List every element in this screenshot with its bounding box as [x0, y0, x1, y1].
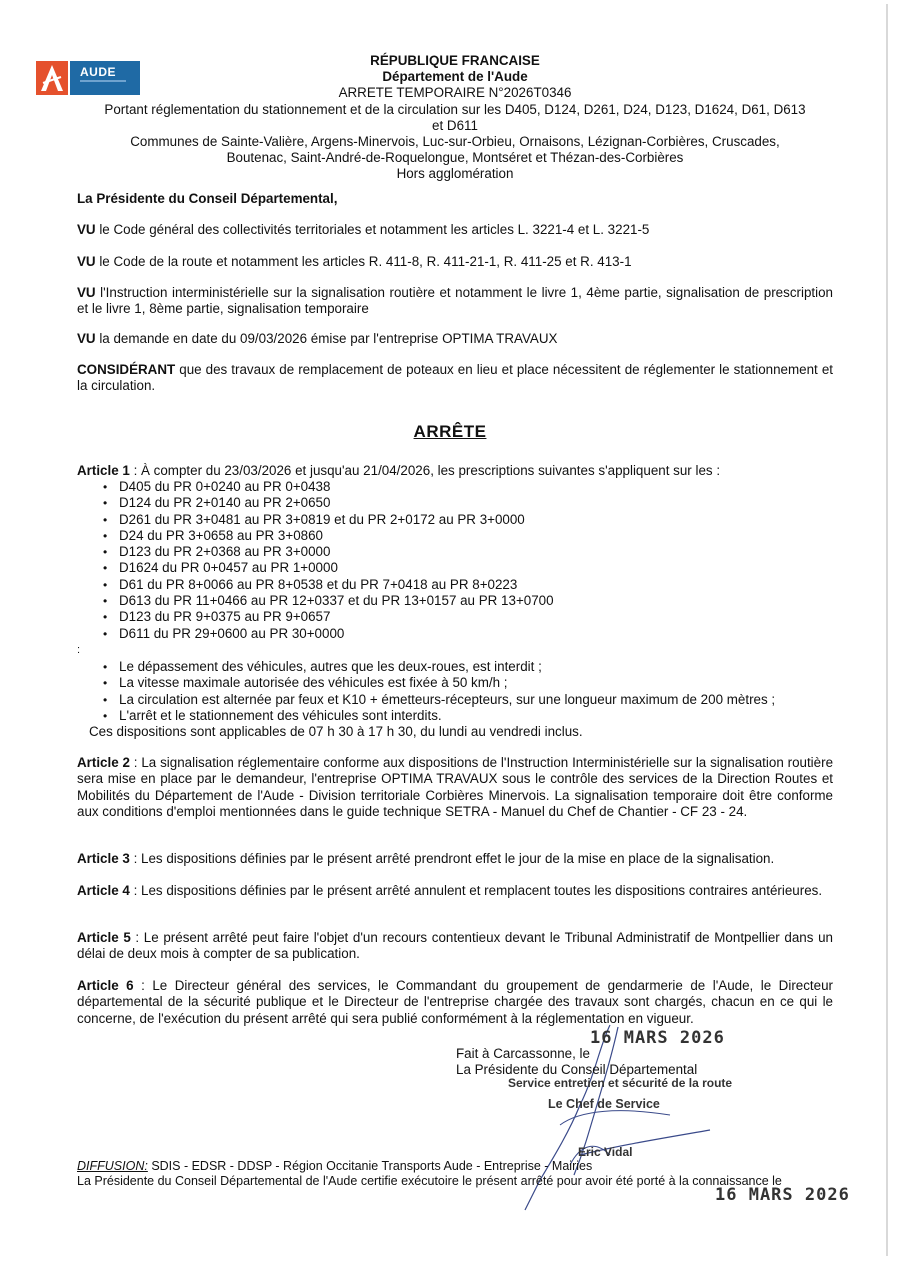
road-section-item: • D123 du PR 2+0368 au PR 3+0000 [103, 544, 554, 560]
list-colon: : [77, 644, 81, 656]
vu-paragraph-4: VU la demande en date du 09/03/2026 émise par l'entreprise OPTIMA TRAVAUX [77, 331, 558, 346]
road-section-item: • D613 du PR 11+0466 au PR 12+0337 et du PR 13+0157 au PR 13+0700 [103, 593, 554, 609]
article-2: Article 2 : La signalisation réglementaire conforme aux dispositions de l'Instruction Interministérielle sur la signalisation routière sera mise en place par le demandeur, l'entreprise OPTIMA TRAVAUX sous le contrôle des services de la Direction Routes et Mobilités du Département de l'Aude - Division territoriale Corbières Minervois. La signalisation temporaire doit être conforme aux conditions d'emploi mentionnées dans le guide technique SETRA - Manuel du Chef de Chantier - CF 23 - 24. [77, 755, 834, 819]
article-6: Article 6 : Le Directeur général des services, le Commandant du groupement de gendarmerie de l'Aude, le Directeur départemental de la sécurité publique et le Directeur de l'entreprise chargée des travaux sont chargés, chacun en ce qui le concerne, de l'exécution du présent arrêté qui sera publié conformément à la réglementation en vigueur. [77, 978, 834, 1026]
vu-paragraph-2: VU le Code de la route et notamment les articles R. 411-8, R. 411-21-1, R. 411-25 et R. 413-1 [77, 254, 632, 269]
prescription-item: • Le dépassement des véhicules, autres que les deux-roues, est interdit ; [103, 659, 775, 675]
road-section-item: • D261 du PR 3+0481 au PR 3+0819 et du PR 2+0172 au PR 3+0000 [103, 512, 554, 528]
certification-line: La Présidente du Conseil Départemental de l'Aude certifie exécutoire le présent arrêté pour avoir été porté à la connaissance le [77, 1174, 782, 1188]
presidente-heading: La Présidente du Conseil Départemental, [77, 191, 338, 206]
road-section-item: • D123 du PR 9+0375 au PR 9+0657 [103, 609, 554, 625]
prescription-item: • L'arrêt et le stationnement des véhicules sont interdits. [103, 708, 775, 724]
page-edge-line [886, 4, 888, 1256]
signatory-presidente: La Présidente du Conseil Départemental [456, 1062, 698, 1077]
article-1-hours: Ces dispositions sont applicables de 07 h 30 à 17 h 30, du lundi au vendredi inclus. [89, 724, 583, 739]
road-section-item: • D1624 du PR 0+0457 au PR 1+0000 [103, 560, 554, 576]
department-title: Département de l'Aude [382, 69, 528, 85]
subject-line-2: et D611 [432, 117, 478, 133]
service-stamp: Service entretien et sécurité de la route [508, 1076, 733, 1090]
arrete-reference: ARRETE TEMPORAIRE N°2026T0346 [338, 85, 572, 101]
road-section-item: • D61 du PR 8+0066 au PR 8+0538 et du PR 7+0418 au PR 8+0223 [103, 577, 554, 593]
republic-title: RÉPUBLIQUE FRANCAISE [370, 53, 540, 68]
subject-line-1: Portant réglementation du stationnement et de la circulation sur les D405, D124, D261, D24, D123, D1624, D61, D613 [104, 101, 806, 117]
date-stamp: 16 MARS 2026 [590, 1028, 725, 1048]
arrete-title: ARRÊTE [413, 422, 487, 441]
vu-paragraph-3: VU l'Instruction interministérielle sur la signalisation routière et notamment le livre 1, 4ème partie, signalisation de prescription et le livre 1, 8ème partie, signalisation temporaire [77, 285, 833, 317]
article-5: Article 5 : Le présent arrêté peut faire l'objet d'un recours contentieux devant le Tribunal Administratif de Montpellier dans un délai de deux mois à compter de sa publication. [77, 930, 833, 962]
logo-text: AUDE [80, 65, 117, 79]
communes-line-2: Boutenac, Saint-André-de-Roquelongue, Montséret et Thézan-des-Corbières [226, 150, 684, 166]
road-section-item: • D405 du PR 0+0240 au PR 0+0438 [103, 479, 554, 495]
prescriptions-list [103, 659, 775, 724]
document-header [60, 53, 850, 183]
prescription-item: • La circulation est alternée par feux et K10 + émetteurs-récepteurs, sur une longueur maximum de 200 mètres ; [103, 692, 775, 708]
article-4: Article 4 : Les dispositions définies par le présent arrêté annulent et remplacent toutes les dispositions contraires antérieures. [77, 883, 823, 898]
diffusion-line: DIFFUSION: SDIS - EDSR - DDSP - Région Occitanie Transports Aude - Entreprise - Mairies [77, 1159, 593, 1173]
road-section-item: • D124 du PR 2+0140 au PR 2+0650 [103, 495, 554, 511]
vu-paragraph-1: VU le Code général des collectivités territoriales et notamment les articles L. 3221-4 et L. 3221-5 [77, 222, 650, 237]
road-sections-list [103, 479, 554, 642]
chef-de-service: Le Chef de Service [548, 1097, 660, 1111]
road-section-item: • D24 du PR 3+0658 au PR 3+0860 [103, 528, 554, 544]
prescription-item: • La vitesse maximale autorisée des véhicules est fixée à 50 km/h ; [103, 675, 775, 691]
road-section-item: • D611 du PR 29+0600 au PR 30+0000 [103, 626, 554, 642]
considerant-paragraph: CONSIDÉRANT que des travaux de remplacement de poteaux en lieu et place nécessitent de réglementer le stationnement et la circulation. [77, 362, 833, 394]
communes-line-1: Communes de Sainte-Valière, Argens-Minervois, Luc-sur-Orbieu, Ornaisons, Lézignan-Corbières, Cruscades, [130, 134, 780, 150]
signatory-name: Eric Vidal [578, 1145, 633, 1159]
fait-a-carcassonne: Fait à Carcassonne, le [456, 1046, 590, 1061]
hors-agglomeration: Hors agglomération [396, 166, 514, 182]
article-1-intro: Article 1 : À compter du 23/03/2026 et jusqu'au 21/04/2026, les prescriptions suivantes s'appliquent sur les : [77, 463, 721, 478]
article-3: Article 3 : Les dispositions définies par le présent arrêté prendront effet le jour de la mise en place de la signalisation. [77, 851, 775, 866]
certification-date-stamp: 16 MARS 2026 [715, 1185, 850, 1205]
